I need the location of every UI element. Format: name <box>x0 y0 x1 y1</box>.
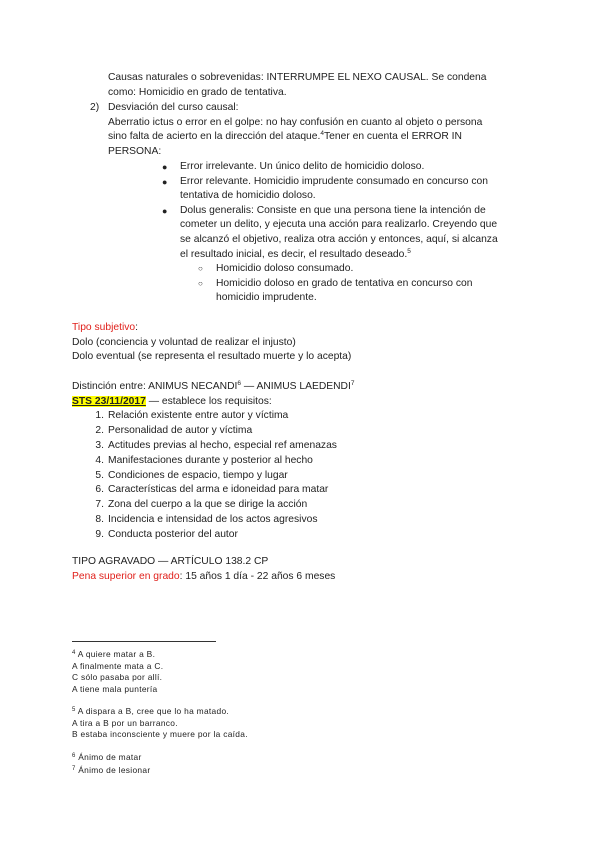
distincion-section <box>72 380 542 409</box>
list-item: 8. Incidencia e intensidad de los actos agresivos <box>95 514 318 526</box>
item-number: 2) <box>90 102 100 113</box>
sub-list-item: ○ Homicidio doloso consumado. <box>72 262 542 277</box>
footnote-ref[interactable]: 5 <box>407 247 411 255</box>
list-item: 4. Manifestaciones durante y posterior al hecho <box>95 454 313 466</box>
footnote-4: $^4$ A quiere matar a B. A finalmente mata a C. C sólo pasaba por allí. A tiene mala puntería <box>72 649 164 694</box>
item-2 <box>72 101 542 159</box>
sub-list-item: ○ Homicidio doloso en grado de tentativa en concurso con homicidio imprudente. <box>198 277 473 304</box>
bullet-list <box>72 160 542 306</box>
item-text: Aberratio ictus o error en el golpe: no hay confusión en cuanto al objeto o persona <box>108 116 483 128</box>
definition-line: Dolo eventual (se representa el resultado muerte y lo acepta) <box>72 351 352 363</box>
section-heading: Tipo subjetivo: <box>72 322 139 333</box>
list-item: ● Error irrelevante. Un único delito de homicidio doloso. <box>72 160 542 175</box>
list-item: 2. Personalidad de autor y víctima <box>95 424 253 436</box>
requisitos-list <box>72 409 542 543</box>
list-item: 1. Relación existente entre autor y víctima <box>95 410 289 421</box>
footnote-ref[interactable]: 4 <box>320 130 324 138</box>
circle-bullet-icon: ○ <box>198 278 203 288</box>
item-text: PERSONA: <box>108 145 162 157</box>
tipo-agravado-section <box>72 555 542 584</box>
footnote-6: $^6$ Ánimo de matar <box>72 752 142 762</box>
bullet-icon: ● <box>162 176 168 187</box>
sts-highlight: STS 23/11/2017 <box>72 395 146 407</box>
bullet-icon: ● <box>162 162 168 172</box>
footnote-ref[interactable]: 6 <box>237 380 241 387</box>
item-text: sino falta de acierto en la dirección del ataque.$^4$Tener en cuenta el ERROR IN <box>108 130 462 143</box>
list-item: ● Dolus generalis: Consiste en que una persona tiene la intención de cometer un delito, y ejecuta una acción para realizarlo. Creyendo que se alcanzó el objetivo, realiza otra acción y entonces, aquí, si alcanza el resultado inicial, es decir, el resultado deseado.$^5$ <box>162 204 498 260</box>
intro-paragraph <box>72 71 542 100</box>
distincion-line: Distinción entre: ANIMUS NECANDI$^6$ — ANIMUS LAEDENDI$^7$ <box>72 380 355 392</box>
item-title: Desviación del curso causal: <box>108 102 239 113</box>
list-item: 9. Conducta posterior del autor <box>95 529 238 541</box>
footnote-separator <box>72 641 216 642</box>
circle-bullet-icon: ○ <box>198 264 203 274</box>
bullet-icon: ● <box>162 205 168 216</box>
footnote-7: $^7$ Ánimo de lesionar <box>72 765 151 775</box>
intro-line: como: Homicidio en grado de tentativa. <box>108 86 287 98</box>
list-item: 6. Características del arma e idoneidad para matar <box>95 484 329 496</box>
list-item: ● Error relevante. Homicidio imprudente consumado en concurso con tentativa de homicidio doloso. <box>162 175 488 202</box>
list-item: 7. Zona del cuerpo a la que se dirige la acción <box>95 499 308 511</box>
list-item: 3. Actitudes previas al hecho, especial ref amenazas <box>95 439 337 451</box>
definition-line: Dolo (conciencia y voluntad de realizar el injusto) <box>72 336 296 348</box>
sts-line: STS 23/11/2017 — establece los requisitos: <box>72 395 272 407</box>
intro-line: Causas naturales o sobrevenidas: INTERRUMPE EL NEXO CAUSAL. Se condena <box>108 72 487 83</box>
footnote-5: $^5$ A dispara a B, cree que lo ha matado. A tira a B por un barranco. B estaba inconsciente y muere por la caída. <box>72 706 248 740</box>
list-item: 5. Condiciones de espacio, tiempo y lugar <box>95 469 288 481</box>
pena-line: Pena superior en grado: 15 años 1 día - 22 años 6 meses <box>72 570 336 582</box>
tipo-subjetivo-section <box>72 321 542 365</box>
section-heading: TIPO AGRAVADO — ARTÍCULO 138.2 CP <box>72 556 269 567</box>
footnote-ref[interactable]: 7 <box>350 380 355 387</box>
